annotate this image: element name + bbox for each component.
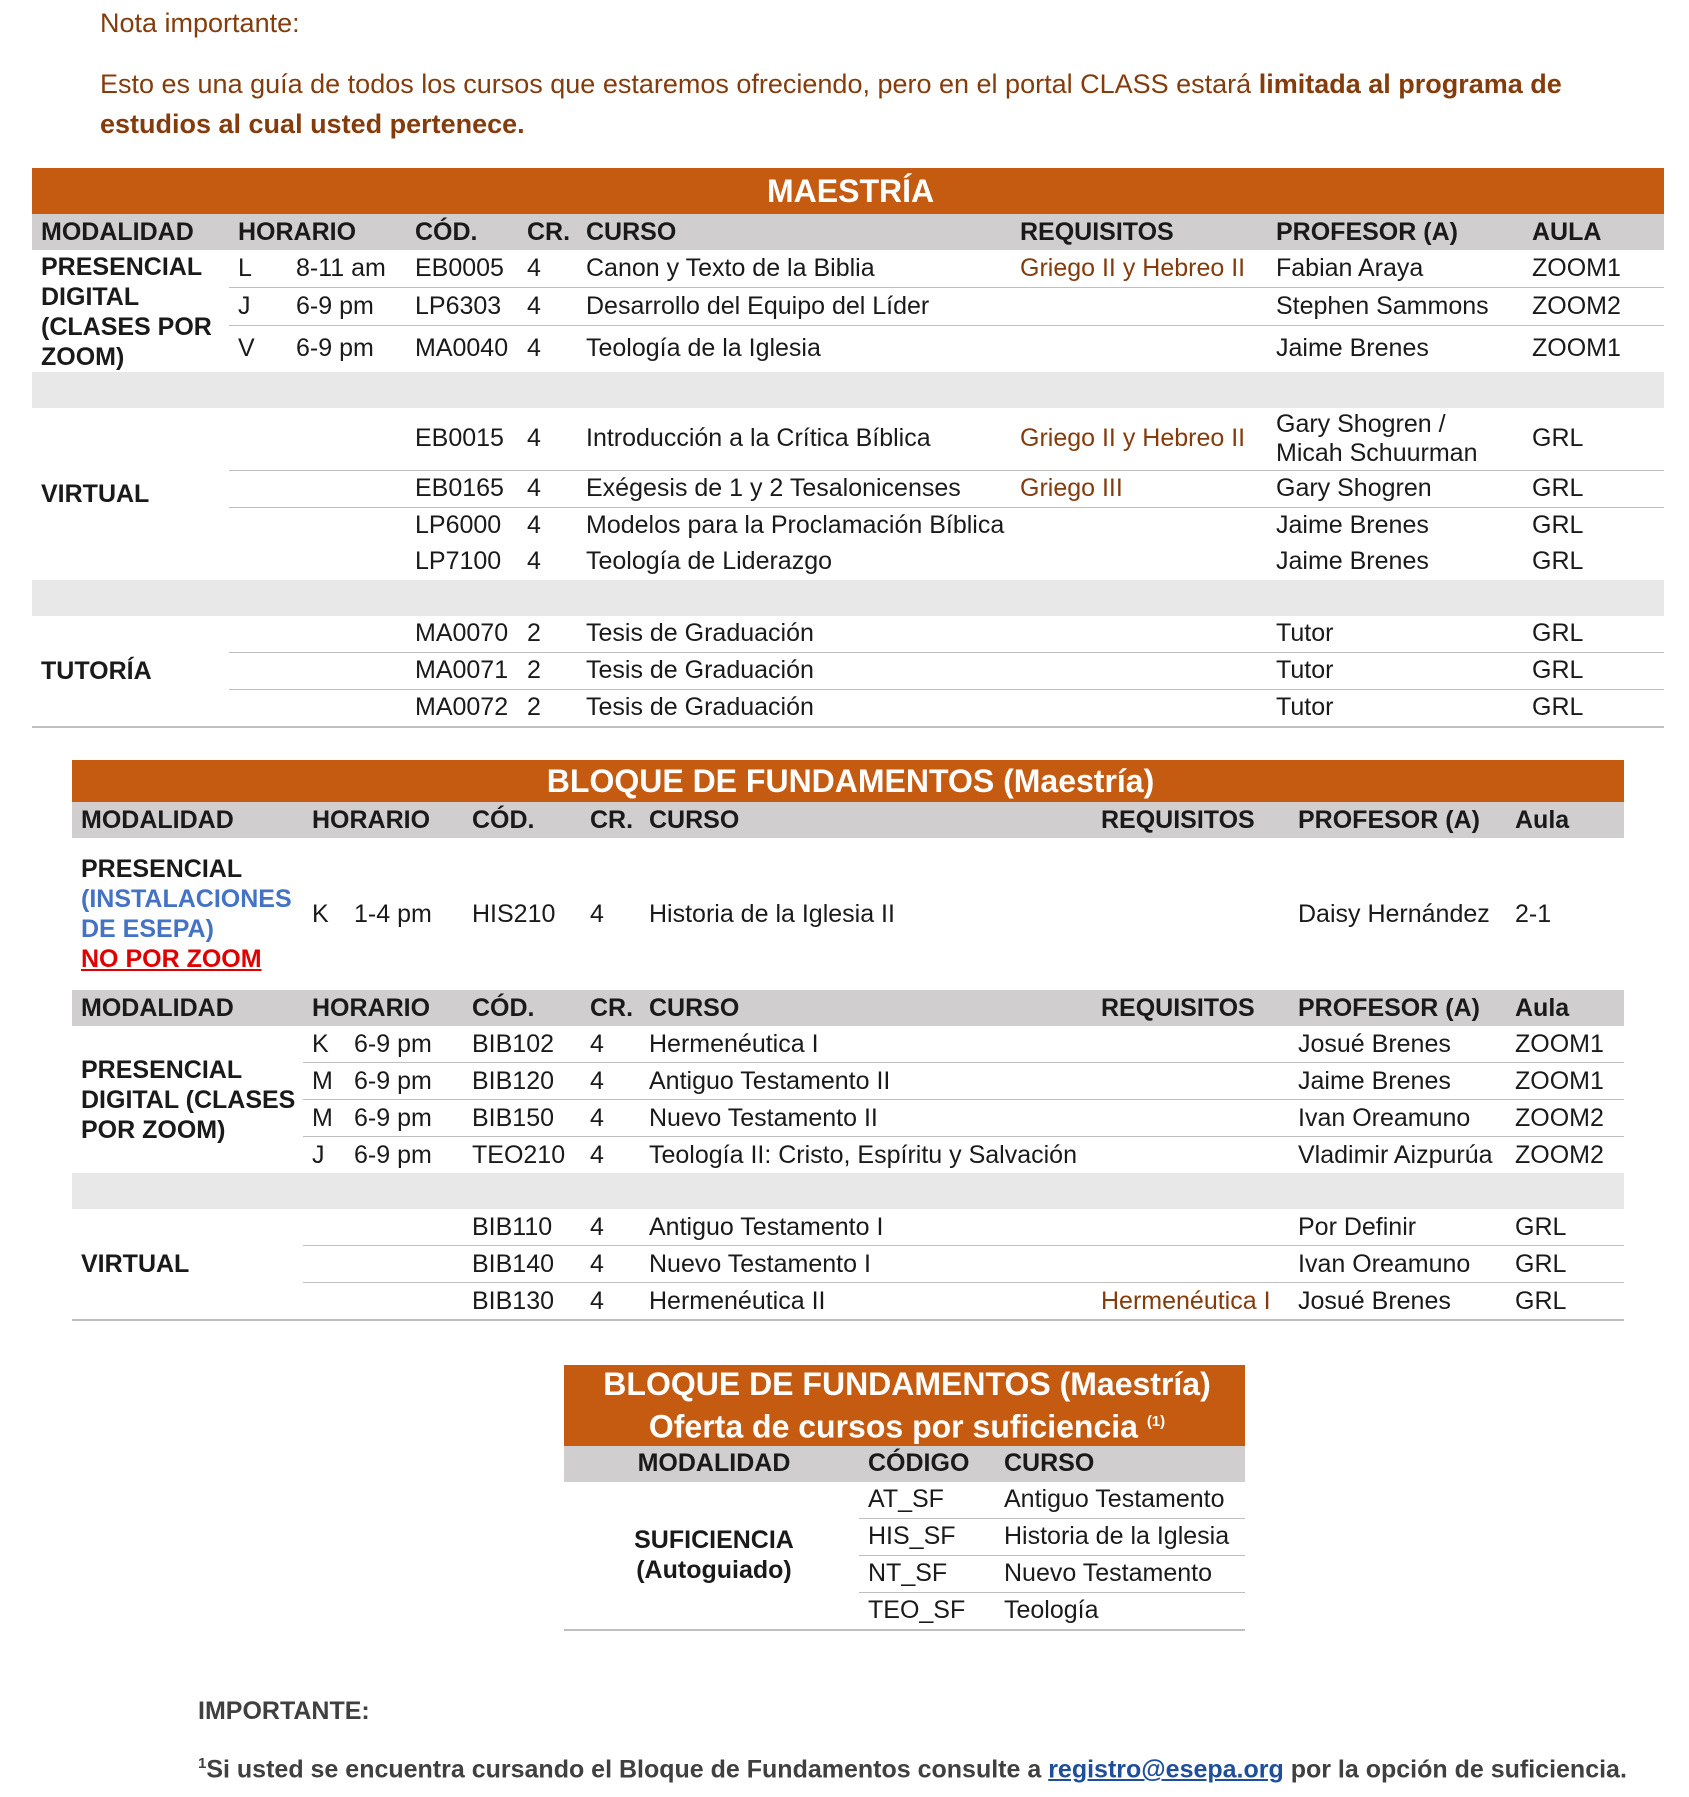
modalidad-presencial-digital: PRESENCIAL DIGITAL (CLASES POR ZOOM): [41, 253, 212, 371]
time: 6-9 pm: [287, 287, 406, 325]
col-requisitos: REQUISITOS: [1011, 214, 1267, 250]
col-horario: HORARIO: [303, 990, 463, 1026]
registro-email-link[interactable]: registro@esepa.org: [1048, 1755, 1284, 1784]
course-code: LP6303: [406, 287, 518, 325]
course-name: Historia de la Iglesia: [995, 1518, 1245, 1555]
credits: 4: [581, 1283, 640, 1321]
modalidad-tutoria: TUTORÍA: [32, 616, 229, 727]
course-code: BIB120: [463, 1063, 581, 1100]
table-row: [72, 1209, 1624, 1246]
course-name: Nuevo Testamento: [995, 1555, 1245, 1592]
course-name: Teología II: Cristo, Espíritu y Salvación: [649, 1140, 1077, 1169]
room: GRL: [1523, 689, 1664, 727]
note-body: Esto es una guía de todos los cursos que estaremos ofreciendo, pero en el portal CLASS estará limitada al programa de estudios al cual usted pertenece.: [100, 69, 1562, 139]
col-horario: HORARIO: [303, 802, 463, 838]
day: J: [229, 287, 287, 325]
requirements: [1011, 544, 1267, 580]
modalidad-presencial-digital: PRESENCIAL DIGITAL (CLASES POR ZOOM): [81, 1055, 296, 1144]
requirements: Hermenéutica I: [1092, 1283, 1289, 1321]
room: ZOOM1: [1506, 1026, 1624, 1063]
course-code: LP7100: [415, 547, 502, 575]
requirements: Griego III: [1011, 470, 1267, 507]
course-name: Introducción a la Crítica Bíblica: [577, 408, 1011, 470]
col-horario: HORARIO: [229, 214, 406, 250]
room: GRL: [1523, 470, 1664, 507]
col-modalidad: MODALIDAD: [564, 1446, 859, 1482]
course-name: Hermenéutica I: [640, 1026, 1092, 1063]
suficiencia-table: [564, 1365, 1245, 1631]
credits: 2: [518, 652, 577, 689]
table-row: [72, 838, 1624, 990]
col-modalidad: MODALIDAD: [72, 990, 303, 1026]
room: GRL: [1506, 1209, 1624, 1246]
time: 6-9 pm: [345, 1026, 463, 1063]
note-title: Nota importante:: [100, 8, 300, 38]
credits: 4: [581, 1063, 640, 1100]
credits: 4: [518, 250, 577, 287]
professor: Por Definir: [1289, 1209, 1506, 1246]
credits: 4: [518, 287, 577, 325]
table-row: [32, 325, 1664, 372]
credits: 4: [518, 408, 577, 470]
bloque-table: [72, 760, 1624, 1321]
table-row: [72, 1063, 1624, 1100]
credits: 4: [527, 334, 541, 363]
table-row: [32, 507, 1664, 544]
room: GRL: [1532, 547, 1584, 575]
course-name: Tesis de Graduación: [577, 689, 1011, 727]
table-row: [32, 689, 1664, 727]
no-zoom-warning: NO POR ZOOM: [81, 945, 262, 973]
professor: Jaime Brenes: [1276, 511, 1429, 539]
professor: Gary Shogren / Micah Schuurman: [1267, 408, 1523, 470]
professor: Stephen Sammons: [1267, 287, 1523, 325]
section-gap: [72, 1173, 1624, 1209]
suficiencia-title-line-2: Oferta de cursos por suficiencia $^{(1)}$: [648, 1408, 1166, 1445]
requirements: Griego II y Hebreo II: [1011, 250, 1267, 287]
credits: 2: [518, 616, 577, 653]
course-code: EB0015: [406, 408, 518, 470]
professor: Ivan Oreamuno: [1289, 1246, 1506, 1283]
course-name: Hermenéutica II: [640, 1283, 1092, 1321]
professor: Gary Shogren: [1267, 470, 1523, 507]
col-modalidad: MODALIDAD: [32, 214, 229, 250]
professor: Jaime Brenes: [1289, 1063, 1506, 1100]
room: GRL: [1523, 616, 1664, 653]
course-code: BIB140: [463, 1246, 581, 1283]
col-profesor: PROFESOR (A): [1267, 214, 1523, 250]
course-code: LP6000: [415, 511, 502, 539]
room: ZOOM1: [1532, 334, 1621, 363]
professor: Fabian Araya: [1267, 250, 1523, 287]
modalidad-virtual: VIRTUAL: [41, 479, 150, 508]
room: GRL: [1506, 1246, 1624, 1283]
suficiencia-title: [564, 1365, 1245, 1446]
course-code: EB0165: [406, 470, 518, 507]
course-name: Antiguo Testamento I: [640, 1209, 1092, 1246]
course-code: BIB102: [463, 1026, 581, 1063]
credits: 4: [581, 1026, 640, 1063]
day: V: [238, 334, 255, 363]
col-aula: AULA: [1523, 214, 1664, 250]
col-cod: CÓD.: [463, 990, 581, 1026]
course-code: MA0070: [406, 616, 518, 653]
requirements: [1011, 325, 1267, 372]
requirements: [1011, 507, 1267, 544]
col-codigo: CÓDIGO: [859, 1446, 995, 1482]
course-code: MA0072: [406, 689, 518, 727]
table-row: [32, 652, 1664, 689]
course-code: NT_SF: [859, 1555, 995, 1592]
room: ZOOM1: [1506, 1063, 1624, 1100]
time: 6-9 pm: [296, 334, 374, 363]
course-code: TEO210: [472, 1140, 566, 1169]
table-row: [32, 250, 1664, 287]
course-name: Teología de Liderazgo: [586, 547, 833, 575]
day: M: [303, 1100, 345, 1137]
table-row: [72, 1100, 1624, 1137]
course-name: Tesis de Graduación: [577, 616, 1011, 653]
table-row: [72, 1246, 1624, 1283]
professor: Jaime Brenes: [1276, 334, 1429, 363]
modalidad-label: SUFICIENCIA: [634, 1526, 794, 1555]
course-code: BIB130: [463, 1283, 581, 1321]
course-code: BIB110: [463, 1209, 581, 1246]
course-code: EB0005: [406, 250, 518, 287]
room: ZOOM2: [1515, 1140, 1604, 1169]
table-row: [72, 1283, 1624, 1321]
col-profesor: PROFESOR (A): [1289, 990, 1506, 1026]
requirements: [1092, 1209, 1289, 1246]
course-code: AT_SF: [859, 1482, 995, 1519]
time: 8-11 am: [287, 250, 406, 287]
course-code: TEO_SF: [859, 1592, 995, 1630]
course-name: Tesis de Graduación: [577, 652, 1011, 689]
bloque-title: BLOQUE DE FUNDAMENTOS (Maestría): [72, 760, 1624, 802]
professor: Tutor: [1267, 616, 1523, 653]
course-name: Historia de la Iglesia II: [649, 899, 895, 928]
room: 2-1: [1515, 899, 1552, 928]
room: GRL: [1523, 652, 1664, 689]
col-cr: CR.: [581, 802, 640, 838]
col-modalidad: MODALIDAD: [72, 802, 303, 838]
professor: Jaime Brenes: [1276, 547, 1429, 575]
importante-heading: IMPORTANTE:: [198, 1697, 370, 1725]
col-requisitos: REQUISITOS: [1092, 802, 1289, 838]
col-aula: Aula: [1506, 802, 1624, 838]
modalidad-label: PRESENCIAL: [81, 855, 243, 883]
room: GRL: [1506, 1283, 1624, 1321]
col-cod: CÓD.: [463, 802, 581, 838]
col-curso: CURSO: [640, 990, 1092, 1026]
section-gap: [32, 580, 1664, 616]
day: L: [229, 250, 287, 287]
time: 6-9 pm: [345, 1063, 463, 1100]
course-name: Nuevo Testamento II: [640, 1100, 1092, 1137]
course-code: HIS210: [472, 899, 556, 928]
credits: 4: [518, 470, 577, 507]
col-curso: CURSO: [577, 214, 1011, 250]
professor: Daisy Hernández: [1298, 899, 1490, 928]
col-curso: CURSO: [995, 1446, 1245, 1482]
table-row: [72, 1137, 1624, 1174]
room: ZOOM2: [1506, 1100, 1624, 1137]
table-row: [32, 287, 1664, 325]
credits: 4: [590, 1140, 604, 1169]
course-name: Desarrollo del Equipo del Líder: [577, 287, 1011, 325]
col-requisitos: REQUISITOS: [1092, 990, 1289, 1026]
course-code: HIS_SF: [859, 1518, 995, 1555]
time: 6-9 pm: [354, 1140, 432, 1169]
table-row: [32, 470, 1664, 507]
modalidad-virtual: VIRTUAL: [72, 1209, 303, 1320]
credits: 4: [527, 547, 541, 575]
day: K: [312, 899, 329, 928]
credits: 4: [581, 1246, 640, 1283]
modalidad-sublabel: (INSTALACIONES DE ESEPA): [81, 885, 292, 943]
table-row: [72, 1026, 1624, 1063]
col-aula: Aula: [1506, 990, 1624, 1026]
modalidad-suficiencia: [564, 1482, 859, 1630]
professor: Tutor: [1267, 689, 1523, 727]
course-name: Teología: [995, 1592, 1245, 1630]
professor: Ivan Oreamuno: [1289, 1100, 1506, 1137]
credits: 4: [527, 511, 541, 539]
course-code: BIB150: [463, 1100, 581, 1137]
course-name: Antiguo Testamento II: [640, 1063, 1092, 1100]
time: 1-4 pm: [354, 899, 432, 928]
day: K: [303, 1026, 345, 1063]
day: J: [312, 1140, 325, 1169]
credits: 4: [590, 899, 604, 928]
maestria-table: [32, 168, 1664, 728]
course-name: Teología de la Iglesia: [586, 334, 821, 363]
professor: Tutor: [1267, 652, 1523, 689]
room: GRL: [1523, 408, 1664, 470]
professor: Josué Brenes: [1289, 1283, 1506, 1321]
col-curso: CURSO: [640, 802, 1092, 838]
table-row: [32, 544, 1664, 580]
requirements: Griego II y Hebreo II: [1011, 408, 1267, 470]
course-name: Antiguo Testamento: [995, 1482, 1245, 1519]
requirements: [1092, 1246, 1289, 1283]
day: M: [303, 1063, 345, 1100]
maestria-title: MAESTRÍA: [32, 168, 1664, 214]
credits: 4: [581, 1209, 640, 1246]
room: ZOOM2: [1523, 287, 1664, 325]
credits: 2: [518, 689, 577, 727]
table-row: [32, 408, 1664, 470]
course-name: Modelos para la Proclamación Bíblica: [586, 511, 1005, 539]
professor: Vladimir Aizpurúa: [1298, 1140, 1493, 1169]
course-name: Canon y Texto de la Biblia: [577, 250, 1011, 287]
col-cr: CR.: [581, 990, 640, 1026]
col-cr: CR.: [518, 214, 577, 250]
course-code: MA0071: [406, 652, 518, 689]
table-row: [32, 616, 1664, 653]
modalidad-presencial-instalaciones: [72, 838, 303, 990]
room: GRL: [1532, 511, 1584, 539]
course-name: Exégesis de 1 y 2 Tesalonicenses: [577, 470, 1011, 507]
col-profesor: PROFESOR (A): [1289, 802, 1506, 838]
credits: 4: [581, 1100, 640, 1137]
professor: Josué Brenes: [1289, 1026, 1506, 1063]
room: ZOOM1: [1523, 250, 1664, 287]
section-gap: [32, 372, 1664, 408]
modalidad-sublabel: (Autoguiado): [636, 1556, 792, 1585]
course-name: Nuevo Testamento I: [640, 1246, 1092, 1283]
requirements: [1011, 287, 1267, 325]
footnote: $^1$Si usted se encuentra cursando el Bloque de Fundamentos consulte a registro@esepa.org por la opción de suficiencia.: [198, 1755, 1627, 1784]
course-code: MA0040: [415, 334, 509, 363]
col-cod: CÓD.: [406, 214, 518, 250]
table-row: [564, 1482, 1245, 1519]
suficiencia-title-line-1: BLOQUE DE FUNDAMENTOS (Maestría): [603, 1366, 1211, 1402]
time: 6-9 pm: [345, 1100, 463, 1137]
